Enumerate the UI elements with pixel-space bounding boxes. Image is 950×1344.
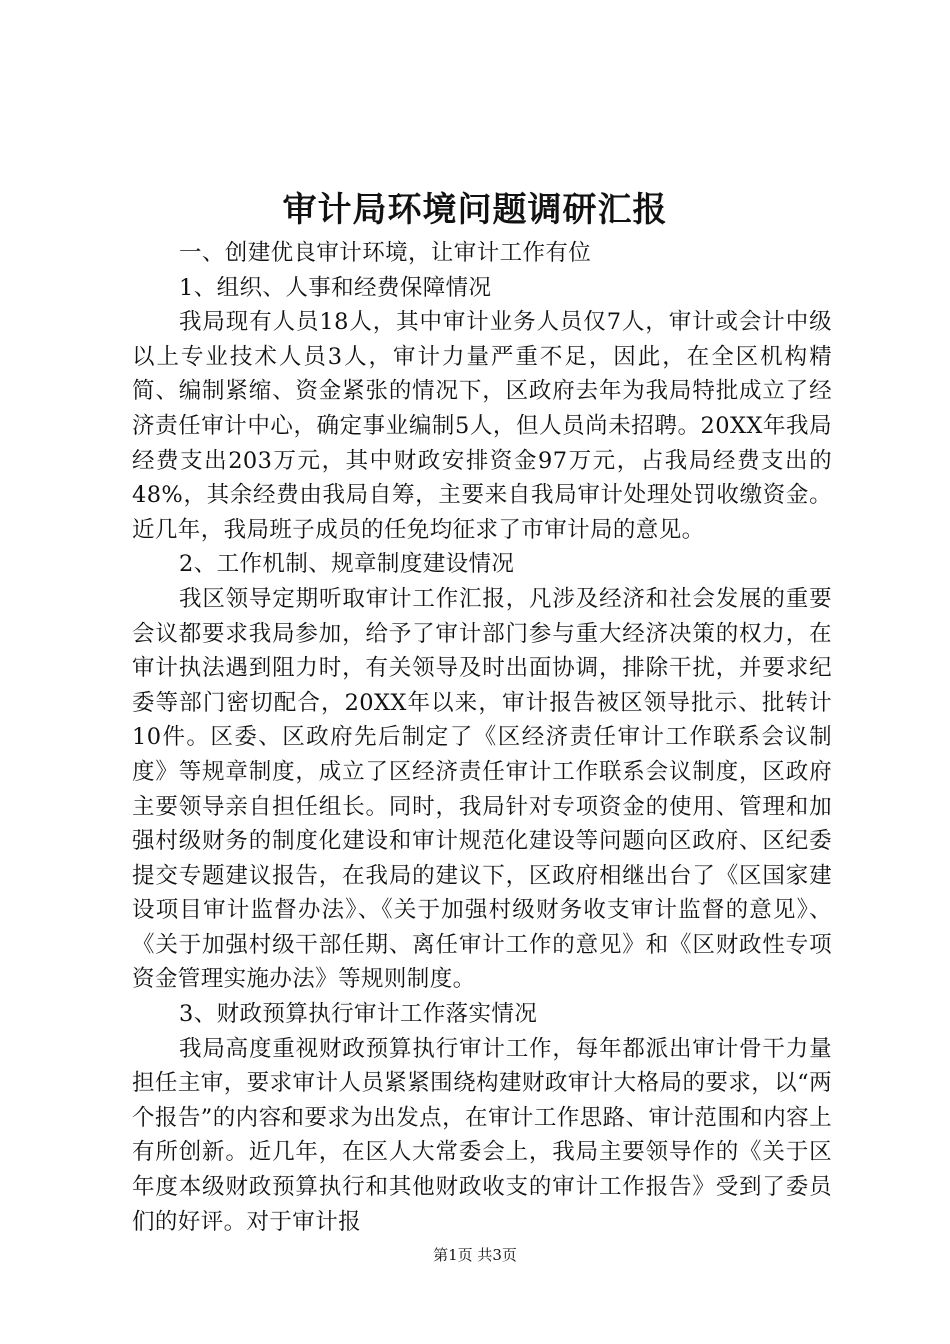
subsection-heading: 3、财政预算执行审计工作落实情况: [179, 1001, 538, 1028]
body-paragraph: 我局高度重视财政预算执行审计工作，每年都派出审计骨干力量担任主审，要求审计人员紧紧围绕构建财政审计大格局的要求，以“两个报告”的内容和要求为出发点，在审计工作思路、审计范围和内容上有所创新。近几年，在区人大常委会上，我局主要领导作的《关于区年度本级财政预算执行和其他财政收支的审计工作报告》受到了委员们的好评。对于审计报: [132, 1035, 832, 1235]
page-number-footer: 第1页 共3页: [433, 1246, 517, 1264]
document-title: 审计局环境问题调研汇报: [282, 190, 668, 230]
document-body: [132, 236, 832, 1239]
body-paragraph: 我区领导定期听取审计工作汇报，凡涉及经济和社会发展的重要会议都要求我局参加，给予了审计部门参与重大经济决策的权力，在审计执法遇到阻力时，有关领导及时出面协调，排除干扰，并要求纪委等部门密切配合，20XX年以来，审计报告被区领导批示、批转计10件。区委、区政府先后制定了《区经济责任审计工作联系会议制度》等规章制度，成立了区经济责任审计工作联系会议制度，区政府主要领导亲自担任组长。同时，我局针对专项资金的使用、管理和加强村级财务的制度化建设和审计规范化建设等问题向区政府、区纪委提交专题建议报告，在我局的建议下，区政府相继出台了《区国家建设项目审计监督办法》、《关于加强村级财务收支审计监督的意见》、《关于加强村级干部任期、离任审计工作的意见》和《区财政性专项资金管理实施办法》等规则制度。: [132, 585, 832, 993]
subsection-heading: 1、组织、人事和经费保障情况: [179, 274, 492, 301]
body-paragraph: 我局现有人员18人，其中审计业务人员仅7人，审计或会计中级以上专业技术人员3人，审计力量严重不足，因此，在全区机构精简、编制紧缩、资金紧张的情况下，区政府去年为我局特批成立了经济责任审计中心，确定事业编制5人，但人员尚未招聘。20XX年我局经费支出203万元，其中财政安排资金97万元，占我局经费支出的48%，其余经费由我局自筹，主要来自我局审计处理处罚收缴资金。近几年，我局班子成员的任免均征求了市审计局的意见。: [132, 309, 832, 543]
section-heading: 一、创建优良审计环境，让审计工作有位: [179, 240, 592, 266]
subsection-heading: 2、工作机制、规章制度建设情况: [179, 551, 515, 578]
